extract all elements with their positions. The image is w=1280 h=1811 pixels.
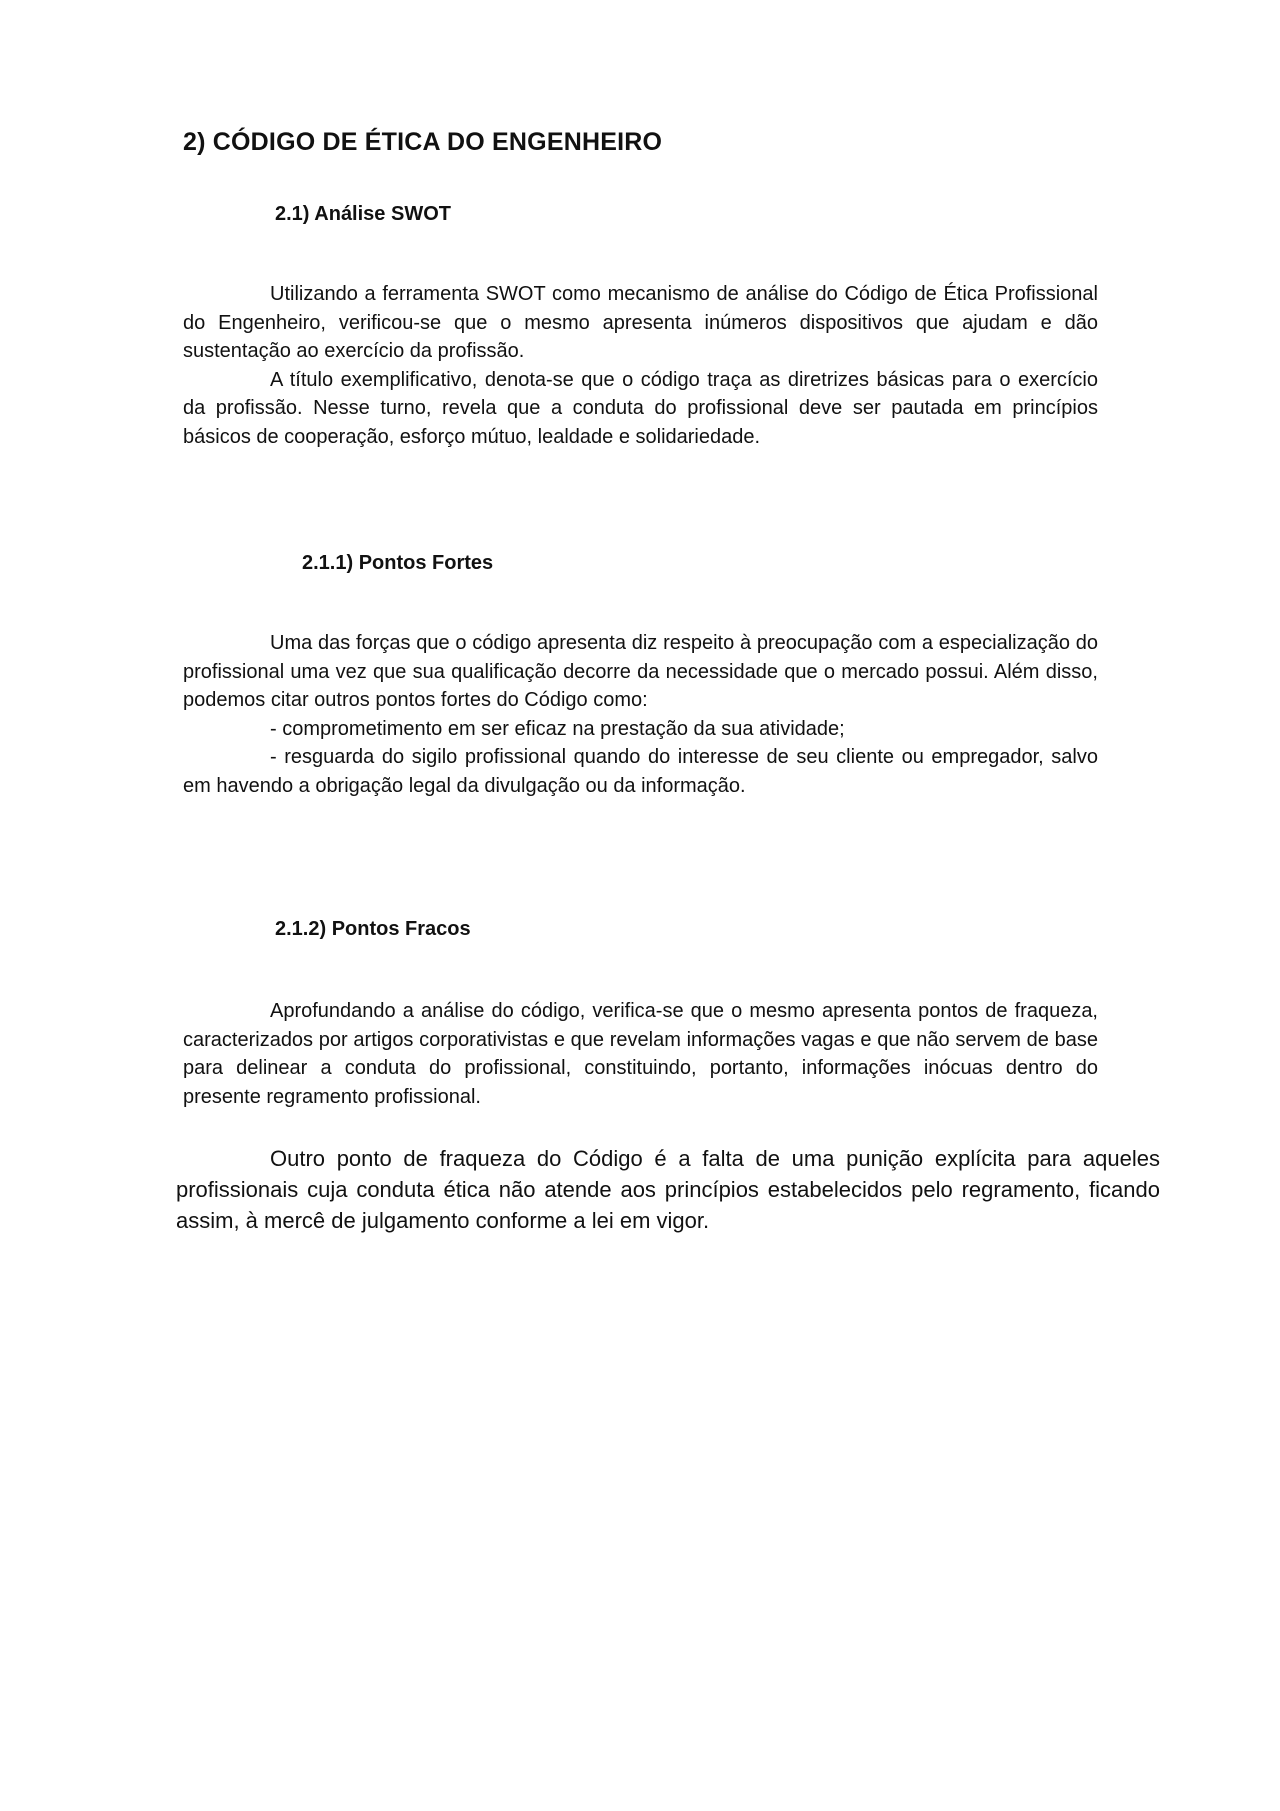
heading-pontos-fracos: 2.1.2) Pontos Fracos	[275, 918, 471, 940]
section-fortes-body	[183, 629, 1098, 800]
paragraph-fortes-1: Uma das forças que o código apresenta diz respeito à preocupação com a especialização do profissional uma vez que sua qualificação decorre da necessidade que o mercado possui. Além disso, podemos citar outros pontos fortes do Código como:	[183, 632, 1098, 711]
bullet-item-1: - comprometimento em ser eficaz na prestação da sua atividade;	[270, 717, 845, 740]
section-fracos-body-2	[176, 1143, 1160, 1236]
bullet-item-2: - resguarda do sigilo profissional quando do interesse de seu cliente ou empregador, salvo em havendo a obrigação legal da divulgação ou da informação.	[183, 746, 1098, 797]
heading-swot: 2.1) Análise SWOT	[275, 203, 451, 225]
section-fracos-body-1	[183, 997, 1098, 1111]
paragraph-swot-2: A título exemplificativo, denota-se que o código traça as diretrizes básicas para o exercício da profissão. Nesse turno, revela que a conduta do profissional deve ser pautada em princípios básicos de cooperação, esforço mútuo, lealdade e solidariedade.	[183, 368, 1098, 448]
heading-pontos-fortes: 2.1.1) Pontos Fortes	[302, 552, 494, 574]
paragraph-fracos-1: Aprofundando a análise do código, verifica-se que o mesmo apresenta pontos de fraqueza, caracterizados por artigos corporativistas e que revelam informações vagas e que não servem de base para delinear a conduta do profissional, constituindo, portanto, informações inócuas dentro do presente regramento profissional.	[183, 1000, 1098, 1108]
section-swot-body	[183, 280, 1098, 451]
paragraph-fracos-2: Outro ponto de fraqueza do Código é a falta de uma punição explícita para aqueles profissionais cuja conduta ética não atende aos princípios estabelecidos pelo regramento, ficando assim, à mercê de julgamento conforme a lei em vigor.	[176, 1146, 1160, 1233]
page-title: 2) CÓDIGO DE ÉTICA DO ENGENHEIRO	[183, 128, 663, 156]
paragraph-swot-1: Utilizando a ferramenta SWOT como mecanismo de análise do Código de Ética Profissional do Engenheiro, verificou-se que o mesmo apresenta inúmeros dispositivos que ajudam e dão sustentação ao exercício da profissão.	[183, 283, 1098, 362]
